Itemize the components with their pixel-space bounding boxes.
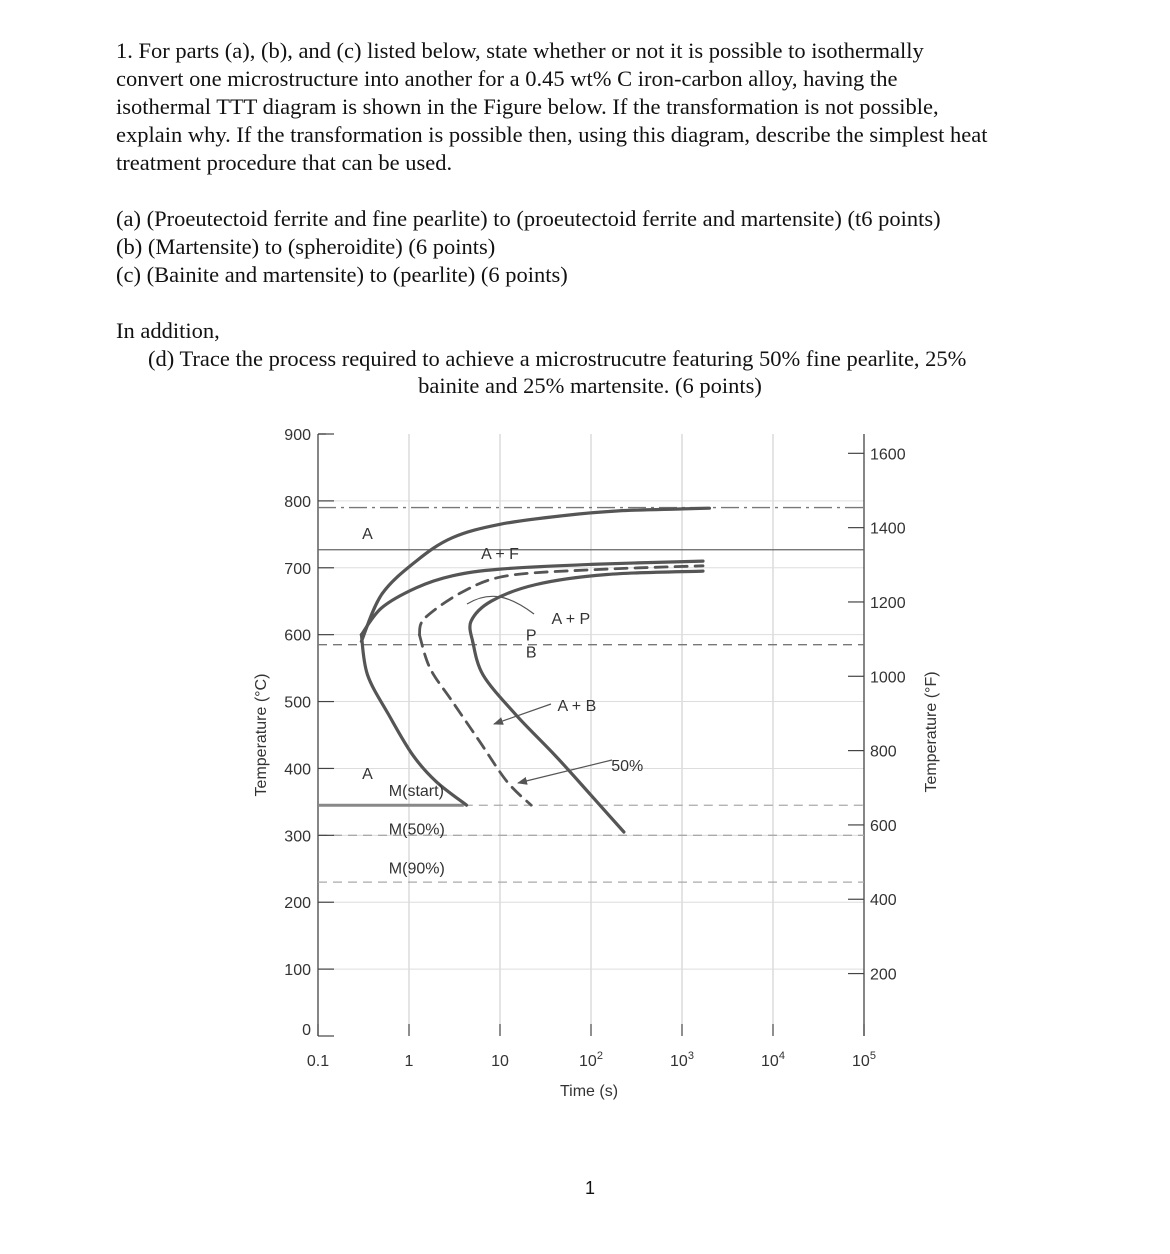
arrow-50-percent	[518, 760, 612, 783]
series-proeutectoid-ferrite-start	[361, 508, 709, 641]
part-c: (c) (Bainite and martensite) to (pearlite) (6 points)	[116, 262, 568, 287]
question-intro-line-2: convert one microstructure into another for a 0.45 wt% C iron-carbon alloy, having the	[116, 66, 898, 91]
annotation-m-start-: M(start)	[388, 782, 444, 800]
annotation-b: B	[525, 644, 537, 662]
annotation-m-50-: M(50%)	[388, 821, 445, 839]
question-intro-line-1: 1. For parts (a), (b), and (c) listed below, state whether or not it is possible to isothermally	[116, 38, 924, 63]
y2-tick-label: 400	[870, 892, 897, 910]
x-tick-label: $10^4$	[761, 1050, 785, 1070]
series-transformation-start-lower-	[361, 635, 466, 806]
x-tick-label: 1	[404, 1053, 414, 1070]
y2-tick-label: 1600	[870, 446, 906, 464]
x-tick-label: 0.1	[306, 1053, 330, 1070]
y-tick-label: 0	[302, 1022, 311, 1039]
y-tick-label: 400	[284, 761, 311, 779]
x-tick-label: 10	[491, 1053, 509, 1070]
annotation-50-: 50%	[611, 758, 644, 776]
y-tick-label: 700	[284, 560, 311, 578]
part-d-line-1: (d) Trace the process required to achieve a microstrucutre featuring 50% fine pearlite, 25%	[148, 346, 967, 371]
y-tick-label: 300	[284, 828, 311, 846]
y2-tick-label: 800	[870, 743, 897, 761]
y-tick-label: 900	[284, 427, 311, 444]
part-b: (b) (Martensite) to (spheroidite) (6 points)	[116, 234, 496, 259]
y2-tick-label: 1200	[870, 594, 906, 612]
part-a: (a) (Proeutectoid ferrite and fine pearlite) to (proeutectoid ferrite and martensite) (t6 points)	[116, 206, 941, 231]
y2-tick-label: 1000	[870, 669, 906, 687]
annotation-m-90-: M(90%)	[388, 860, 445, 878]
annotation-a-p: A + P	[551, 610, 591, 628]
y-tick-label: 800	[284, 493, 311, 511]
annotation-a: A	[362, 525, 373, 543]
y2-tick-label: 1400	[870, 520, 906, 538]
x-axis-label: Time (s)	[559, 1083, 619, 1100]
y-axis-label: Temperature (°C)	[253, 673, 270, 797]
y2-tick-label: 200	[870, 966, 897, 984]
x-tick-label: $10^3$	[670, 1050, 694, 1070]
y-tick-label: 200	[284, 895, 311, 913]
x-tick-label: $10^2$	[579, 1050, 603, 1070]
question-intro-line-3: isothermal TTT diagram is shown in the Figure below. If the transformation is not possible,	[116, 94, 939, 119]
y-tick-label: 100	[284, 962, 311, 980]
x-tick-label: $10^5$	[852, 1050, 876, 1070]
part-d-line-2: bainite and 25% martensite. (6 points)	[418, 373, 762, 398]
y-tick-label: 600	[284, 627, 311, 645]
y2-axis-label: Temperature (°F)	[923, 671, 940, 793]
series-transformation-finish	[470, 571, 703, 641]
annotation-a-b: A + B	[557, 697, 597, 715]
annotation-p: P	[525, 627, 537, 645]
annotation-a: A	[362, 766, 373, 784]
y-tick-label: 500	[284, 694, 311, 712]
series-transformation-finish-lower-	[473, 641, 624, 832]
question-intro-line-5: treatment procedure that can be used.	[116, 150, 453, 175]
page-number: 1	[584, 1178, 595, 1198]
annotation-a-f: A + F	[481, 546, 519, 564]
y2-tick-label: 600	[870, 817, 897, 835]
addition-label: In addition,	[116, 318, 220, 343]
question-intro-line-4: explain why. If the transformation is possible then, using this diagram, describe the simplest heat	[116, 122, 988, 147]
